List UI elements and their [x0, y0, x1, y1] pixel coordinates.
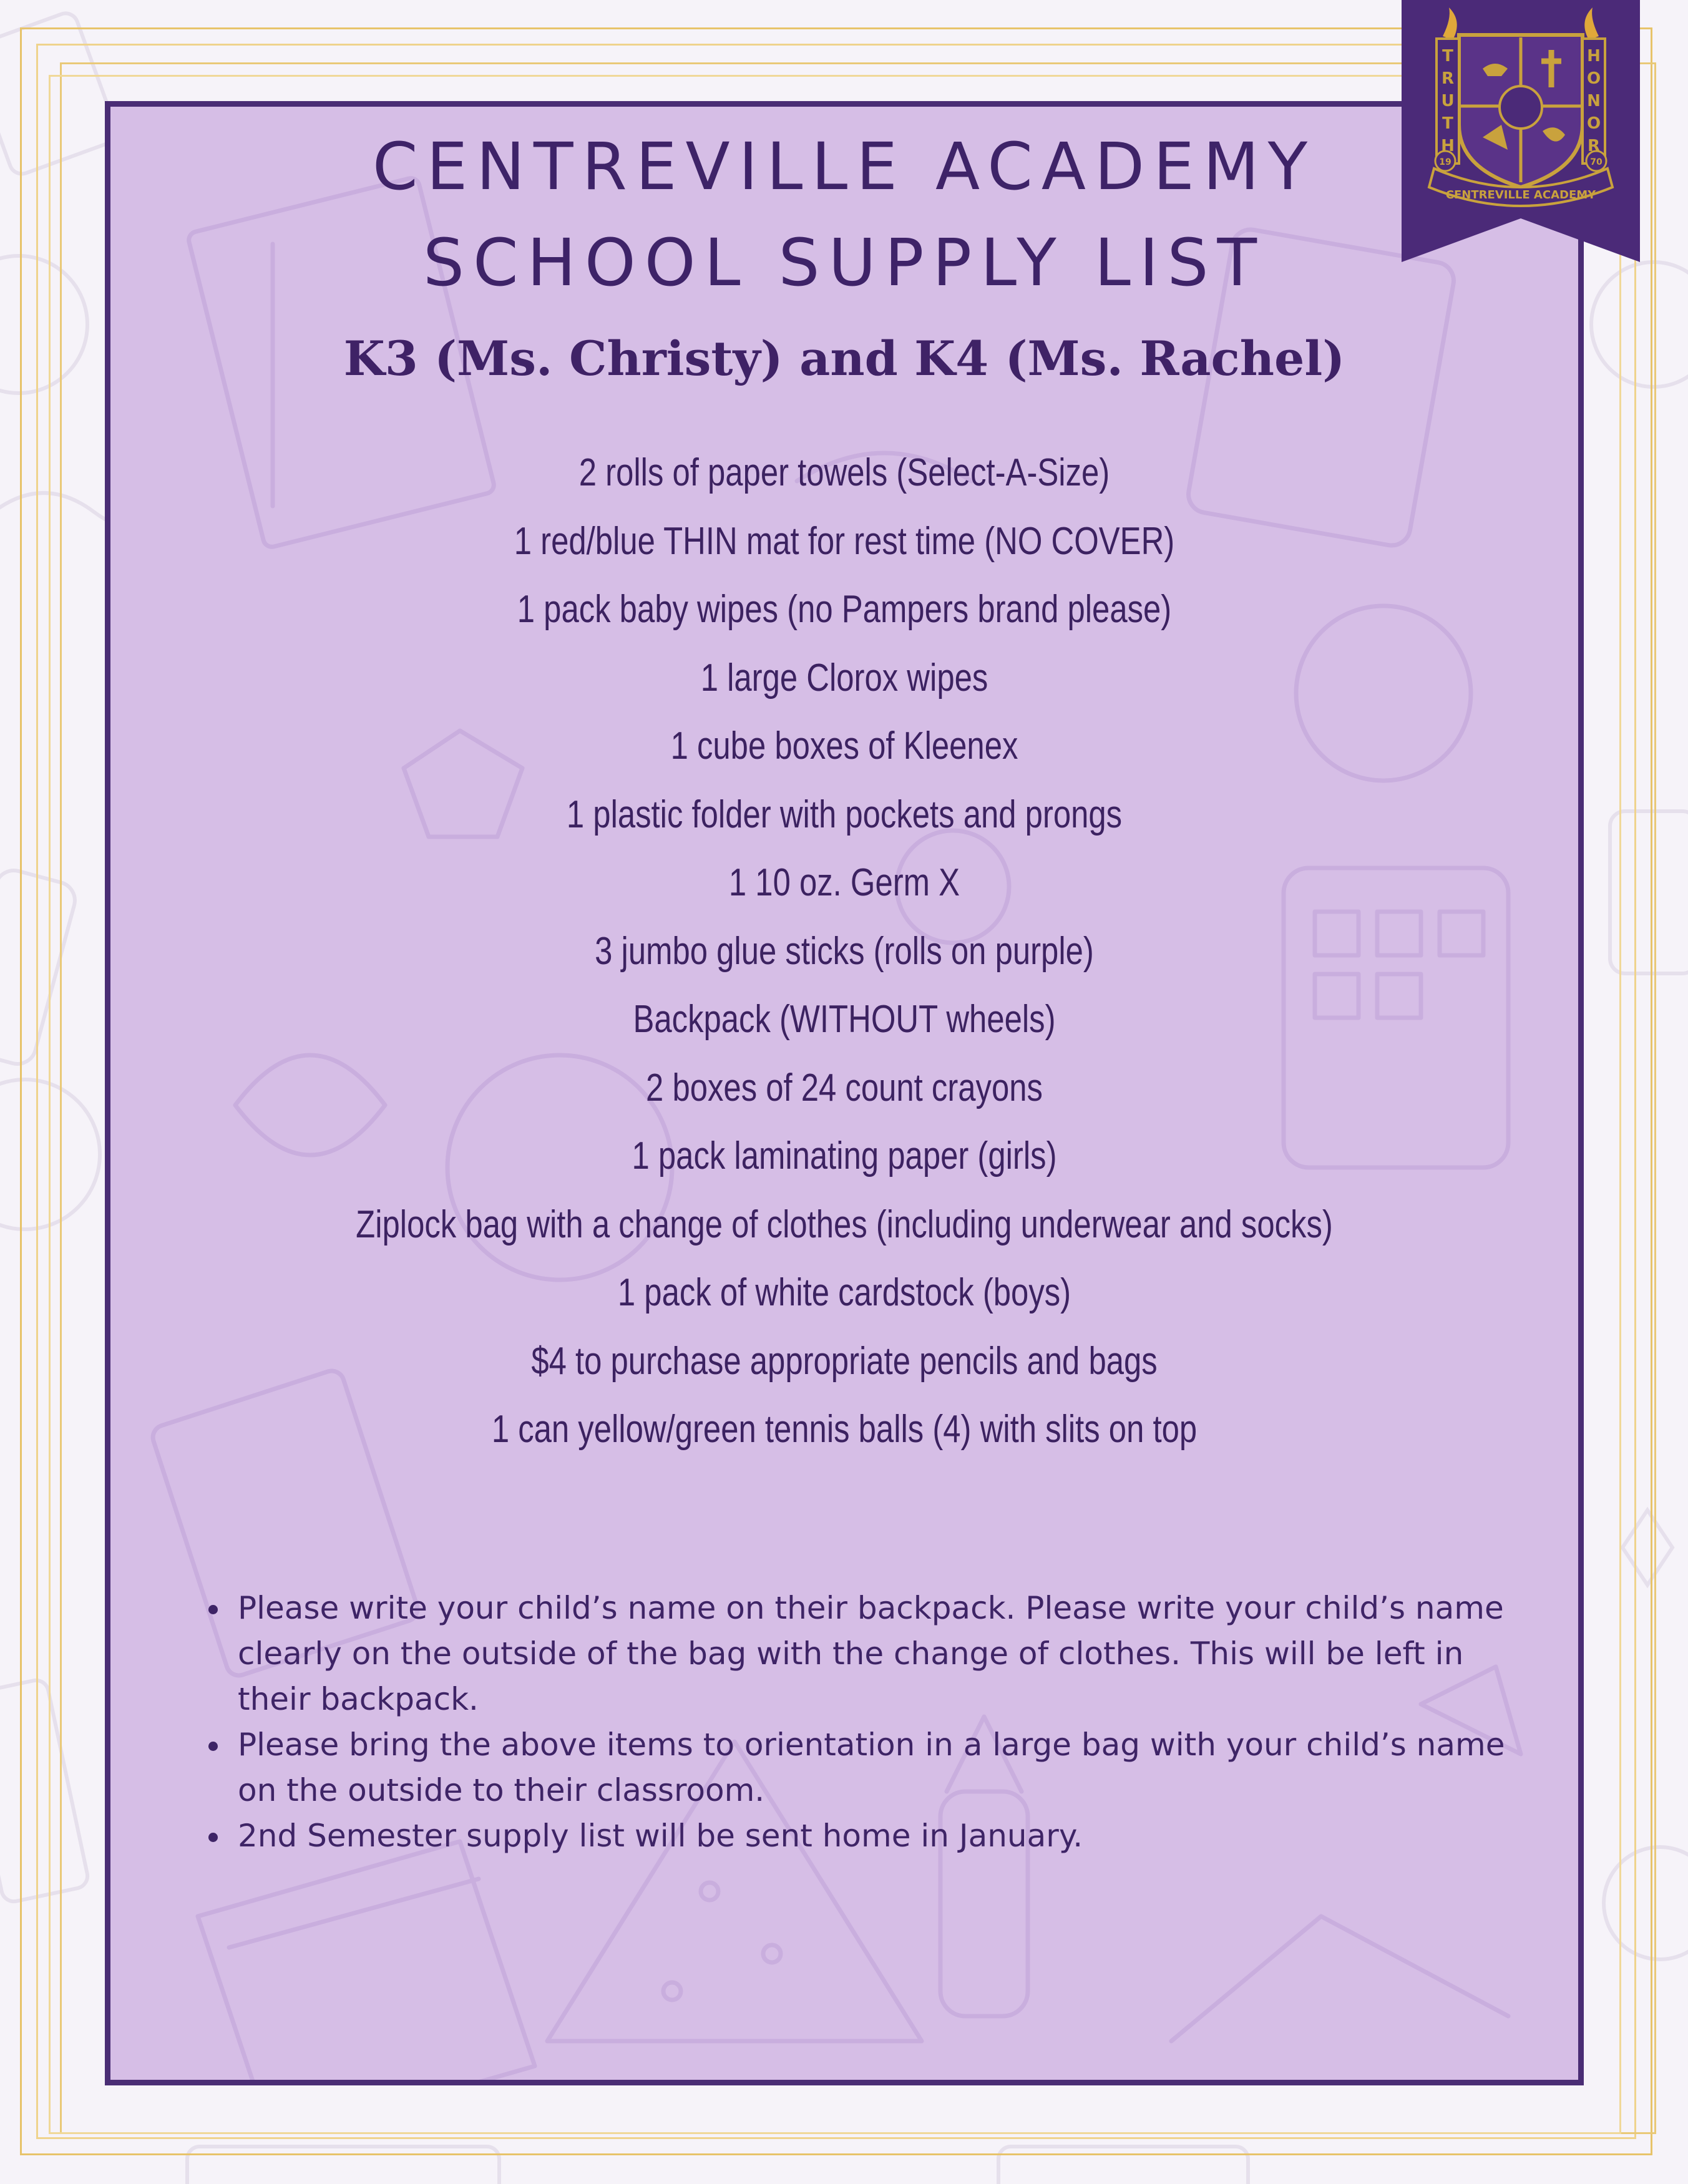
supply-item: 2 boxes of 24 count crayons [646, 1066, 1043, 1109]
supply-item: Backpack (WITHOUT wheels) [633, 998, 1056, 1041]
supply-item: 1 pack of white cardstock (boys) [617, 1271, 1071, 1314]
supply-list-heading: SCHOOL SUPPLY LIST [423, 225, 1266, 301]
crest-letter: U [1441, 92, 1455, 110]
crest-year-right: 70 [1590, 157, 1603, 167]
crest-letter: R [1587, 137, 1601, 155]
supply-item: Ziplock bag with a change of clothes (including underwear and socks) [356, 1202, 1333, 1246]
note-item: • Please bring the above items to orientation in a large bag with your child’s name on the outside to their classroom. [232, 1722, 1533, 1813]
supply-list-panel [105, 101, 1584, 2085]
supply-item: 1 pack laminating paper (girls) [632, 1134, 1057, 1177]
crest-letter: H [1587, 47, 1601, 66]
notes-list [204, 1586, 1533, 1859]
class-subtitle: K3 (Ms. Christy) and K4 (Ms. Rachel) [343, 331, 1345, 386]
supply-item: 1 large Clorox wipes [700, 656, 988, 700]
supply-item: 3 jumbo glue sticks (rolls on purple) [595, 929, 1094, 973]
crest-letter: N [1587, 92, 1601, 110]
supply-items-list [110, 439, 1578, 1464]
crest-year-left: 19 [1439, 157, 1451, 167]
note-item: • Please write your child’s name on their backpack. Please write your child’s name clearly on the outside of the bag with the change of clothes. This will be left in their backpack. [232, 1586, 1533, 1722]
crest-ribbon-text: CENTREVILLE ACADEMY [1445, 188, 1596, 202]
supply-item: $4 to purchase appropriate pencils and bags [531, 1339, 1158, 1383]
supply-item: 1 red/blue THIN mat for rest time (NO COVER) [514, 519, 1175, 563]
crest-letter: H [1441, 137, 1455, 155]
supply-item: 1 plastic folder with pockets and prongs [566, 792, 1123, 836]
school-crest-banner [1402, 0, 1640, 262]
supply-item: 1 can yellow/green tennis balls (4) with slits on top [491, 1408, 1198, 1451]
crest-letter: T [1442, 114, 1453, 133]
crest-letter: T [1442, 47, 1453, 66]
note-item: • 2nd Semester supply list will be sent home in January. [232, 1813, 1533, 1859]
supply-item: 1 pack baby wipes (no Pampers brand please) [517, 588, 1172, 631]
supply-item: 1 cube boxes of Kleenex [670, 724, 1018, 768]
crest-letter: R [1441, 69, 1455, 88]
supply-item: 1 10 oz. Germ X [728, 861, 960, 904]
crest-letter: O [1586, 114, 1601, 133]
school-name-heading: CENTREVILLE ACADEMY [372, 129, 1317, 205]
crest-letter: O [1586, 69, 1601, 88]
supply-item: 2 rolls of paper towels (Select-A-Size) [578, 451, 1110, 494]
